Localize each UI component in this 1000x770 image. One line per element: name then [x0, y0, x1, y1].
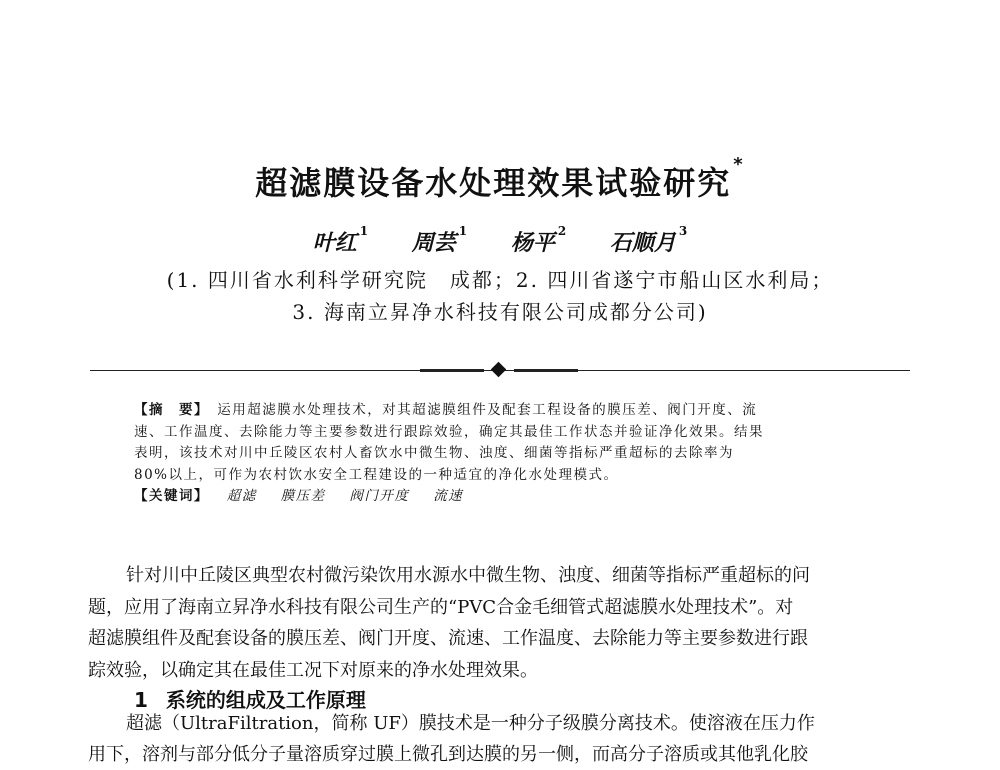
paper-title-text: 超滤膜设备水处理效果试验研究 — [255, 164, 732, 202]
author-name: 石顺月 — [609, 230, 676, 256]
keyword: 流速 — [433, 488, 464, 504]
body-line: 踪效验，以确定其在最佳工况下对原来的净水处理效果。 — [88, 659, 538, 681]
author-affiliation-mark: 3 — [678, 224, 688, 238]
keyword: 阀门开度 — [349, 488, 410, 504]
author-affiliation-mark: 1 — [359, 224, 369, 238]
author-affiliation-mark: 1 — [458, 224, 468, 238]
body-line: 超滤（UltraFiltration，简称 UF）膜技术是一种分子级膜分离技术。使溶液在压力作 — [126, 713, 815, 734]
abstract-line — [134, 400, 874, 422]
author-list — [0, 226, 1000, 257]
body-line: 超滤膜组件及配套设备的膜压差、阀门开度、流速、工作温度、去除能力等主要参数进行跟 — [88, 628, 808, 649]
divider-ornament-left — [420, 369, 484, 372]
section-number: 1 — [134, 688, 148, 712]
abstract-label: 【摘 要】 — [134, 402, 203, 418]
affiliation-line-1: (1. 四川省水利科学研究院 成都；2. 四川省遂宁市船山区水利局； — [166, 268, 834, 292]
divider-ornament-right — [514, 369, 578, 372]
author-name: 叶红 — [312, 230, 357, 256]
section-title: 系统的组成及工作原理 — [165, 688, 366, 712]
body-line: 题，应用了海南立昇净水科技有限公司生产的“PVC合金毛细管式超滤膜水处理技术”。对 — [88, 596, 794, 618]
affiliation-line-2: 3. 海南立昇净水科技有限公司成都分公司) — [292, 300, 708, 324]
intro-paragraph — [88, 560, 918, 686]
abstract-line: 80%以上，可作为农村饮水安全工程建设的一种适宜的净化水处理模式。 — [134, 466, 619, 483]
title-footnote-mark: * — [733, 154, 745, 175]
author-1 — [313, 226, 368, 257]
author-4 — [610, 226, 687, 257]
abstract-line: 表明，该技术对川中丘陵区农村人畜饮水中微生物、浊度、细菌等指标严重超标的去除率为 — [134, 445, 734, 461]
keywords-label: 【关键词】 — [134, 488, 209, 504]
body-line: 针对川中丘陵区典型农村微污染饮用水源水中微生物、浊度、细菌等指标严重超标的问 — [126, 565, 810, 586]
author-name: 周芸 — [411, 230, 456, 256]
abstract-text: 运用超滤膜水处理技术，对其超滤膜组件及配套工程设备的膜压差、阀门开度、流 — [217, 402, 758, 418]
diamond-ornament-icon — [491, 362, 507, 378]
author-name: 杨平 — [510, 230, 555, 256]
paper-title — [0, 154, 1000, 204]
keyword: 膜压差 — [280, 488, 326, 504]
author-affiliation-mark: 2 — [557, 224, 567, 238]
section-paragraph — [88, 708, 918, 770]
author-3 — [511, 226, 566, 257]
abstract-line: 速、工作温度、去除能力等主要参数进行跟踪效验，确定其最佳工作状态并验证净化效果。结果 — [134, 423, 764, 440]
abstract-block — [134, 400, 874, 508]
author-2 — [412, 226, 467, 257]
keyword: 超滤 — [226, 488, 257, 504]
body-line: 用下，溶剂与部分低分子量溶质穿过膜上微孔到达膜的另一侧，而高分子溶质或其他乳化胶 — [88, 744, 808, 765]
keywords-line — [134, 486, 874, 508]
